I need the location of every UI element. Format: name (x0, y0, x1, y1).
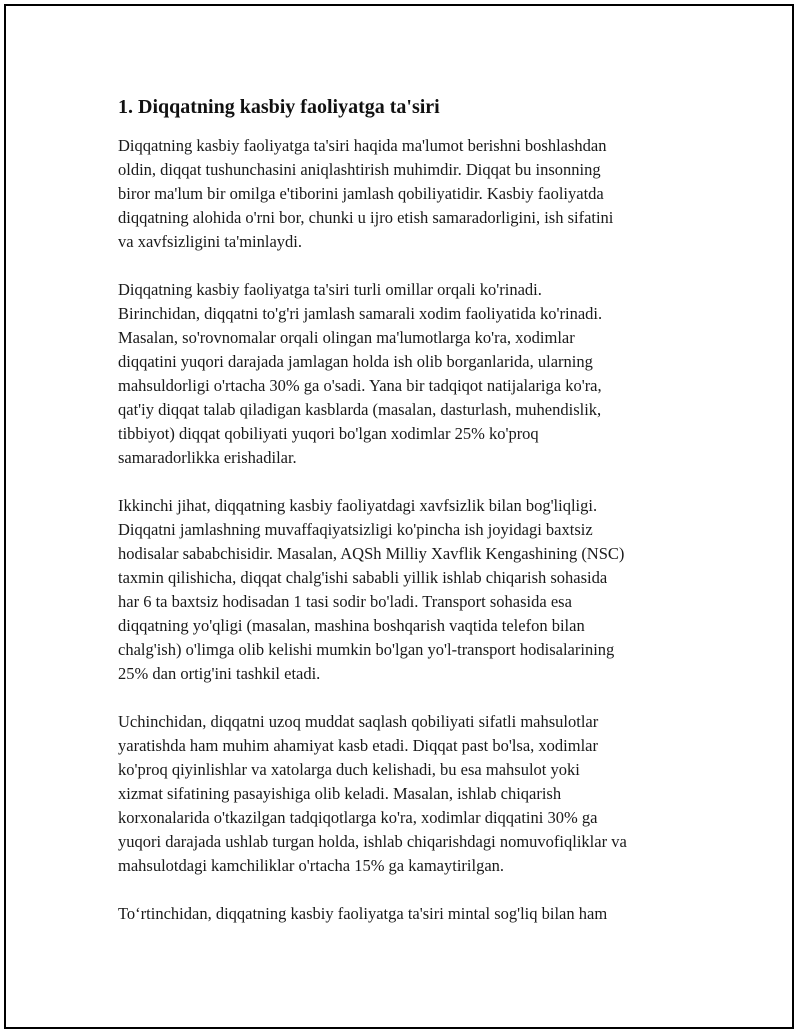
section-heading: 1. Diqqatning kasbiy faoliyatga ta'siri (118, 96, 440, 118)
paragraph-mental-health (118, 902, 694, 926)
paragraph-safety (118, 494, 694, 686)
text-line: yaratishda ham muhim ahamiyat kasb etadi. Diqqat past bo'lsa, xodimlar (118, 736, 598, 755)
text-line: Uchinchidan, diqqatni uzoq muddat saqlash qobiliyati sifatli mahsulotlar (118, 712, 599, 731)
text-line: va xavfsizligini ta'minlaydi. (118, 232, 302, 251)
text-line: samaradorlikka erishadilar. (118, 448, 297, 467)
text-line: Birinchidan, diqqatni to'g'ri jamlash samarali xodim faoliyatida ko'rinadi. (118, 304, 603, 323)
text-line: Diqqatning kasbiy faoliyatga ta'siri haqida ma'lumot berishni boshlashdan (118, 136, 607, 155)
paragraph-productivity (118, 278, 694, 470)
text-line: diqqatning yo'qligi (masalan, mashina boshqarish vaqtida telefon bilan (118, 616, 585, 635)
text-line: To‘rtinchidan, diqqatning kasbiy faoliyatga ta'siri mintal sog'liq bilan ham (118, 904, 608, 923)
text-line: xizmat sifatining pasayishiga olib keladi. Masalan, ishlab chiqarish (118, 784, 562, 803)
text-line: chalg'ish) o'limga olib kelishi mumkin bo'lgan yo'l-transport hodisalarining (118, 640, 615, 659)
text-line: hodisalar sababchisidir. Masalan, AQSh Milliy Xavflik Kengashining (NSC) (118, 544, 625, 563)
text-line: Diqqatni jamlashning muvaffaqiyatsizligi ko'pincha ish joyidagi baxtsiz (118, 520, 593, 539)
text-line: ko'proq qiyinlishlar va xatolarga duch kelishadi, bu esa mahsulot yoki (118, 760, 580, 779)
text-line: yuqori darajada ushlab turgan holda, ishlab chiqarishdagi nomuvofiqliklar va (118, 832, 627, 851)
text-line: korxonalarida o'tkazilgan tadqiqotlarga ko'ra, xodimlar diqqatini 30% ga (118, 808, 598, 827)
text-line: biror ma'lum bir omilga e'tiborini jamlash qobiliyatidir. Kasbiy faoliyatda (118, 184, 604, 203)
text-line: diqqatini yuqori darajada jamlagan holda ish olib borganlarida, ularning (118, 352, 593, 371)
text-line: oldin, diqqat tushunchasini aniqlashtirish muhimdir. Diqqat bu insonning (118, 160, 601, 179)
text-line: Ikkinchi jihat, diqqatning kasbiy faoliyatdagi xavfsizlik bilan bog'liqligi. (118, 496, 598, 515)
text-line: Masalan, so'rovnomalar orqali olingan ma'lumotlarga ko'ra, xodimlar (118, 328, 575, 347)
text-line: diqqatning alohida o'rni bor, chunki u ijro etish samaradorligini, ish sifatini (118, 208, 614, 227)
text-line: 25% dan ortig'ini tashkil etadi. (118, 664, 321, 683)
document-body (118, 94, 694, 950)
paragraph-quality (118, 710, 694, 878)
text-line: tibbiyot) diqqat qobiliyati yuqori bo'lgan xodimlar 25% ko'proq (118, 424, 539, 443)
paragraph-intro (118, 134, 694, 254)
text-line: taxmin qilishicha, diqqat chalg'ishi sababli yillik ishlab chiqarish sohasida (118, 568, 608, 587)
text-line: mahsulotdagi kamchiliklar o'rtacha 15% ga kamaytirilgan. (118, 856, 505, 875)
text-line: har 6 ta baxtsiz hodisadan 1 tasi sodir bo'ladi. Transport sohasida esa (118, 592, 572, 611)
text-line: Diqqatning kasbiy faoliyatga ta'siri turli omillar orqali ko'rinadi. (118, 280, 542, 299)
text-line: qat'iy diqqat talab qiladigan kasblarda (masalan, dasturlash, muhendislik, (118, 400, 602, 419)
text-line: mahsuldorligi o'rtacha 30% ga o'sadi. Yana bir tadqiqot natijalariga ko'ra, (118, 376, 602, 395)
